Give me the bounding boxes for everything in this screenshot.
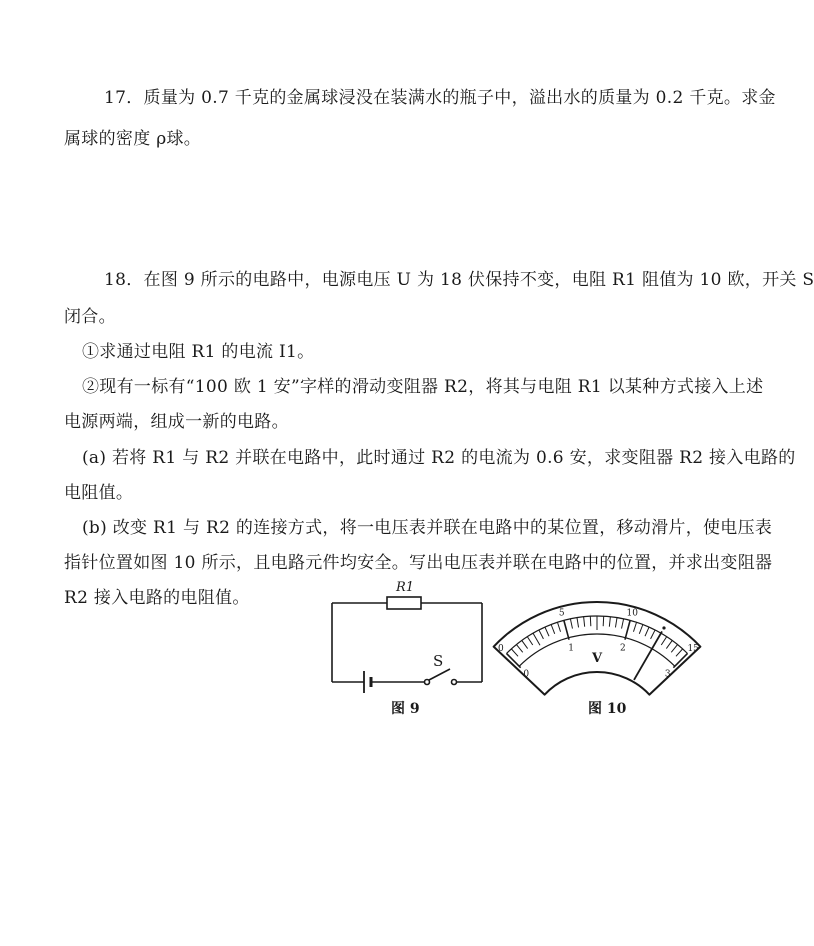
upper-scale-label: 15: [687, 643, 699, 654]
switch-blade: [429, 669, 450, 680]
switch-s-label: S: [433, 652, 444, 670]
dial-tick: [615, 618, 617, 628]
figure-10-caption: 图 10: [588, 701, 627, 717]
figure-10-voltmeter-dial: [497, 594, 699, 694]
dial-tick: [527, 637, 532, 645]
dial-tick: [533, 633, 540, 645]
dial-tick: [590, 616, 591, 626]
dial-tick: [671, 645, 677, 653]
dial-tick: [633, 622, 636, 632]
dial-tick: [609, 617, 610, 627]
lower-scale-label: 1: [568, 643, 574, 654]
q18-line-7: 电阻值。: [64, 483, 134, 503]
q18-line-2: 闭合。: [64, 307, 116, 327]
lower-scale-label: 3: [664, 669, 671, 680]
dial-tick: [603, 616, 604, 626]
dial-tick: [516, 645, 522, 653]
dial-tick: [639, 625, 643, 634]
dial-tick: [557, 622, 560, 632]
needle-tip: [662, 626, 665, 629]
upper-scale-label: 10: [626, 608, 638, 619]
resistor-r1-symbol: [387, 597, 421, 609]
dial-tick: [625, 620, 630, 639]
unit-label-v: V: [591, 651, 603, 666]
switch-contact: [452, 680, 457, 685]
q18-line-6: (a) 若将 R1 与 R2 并联在电路中，此时通过 R2 的电流为 0.6 安，求变阻器 R2 接入电路的: [82, 448, 796, 468]
lower-scale-label: 2: [620, 643, 626, 654]
upper-scale-label: 5: [558, 608, 565, 619]
resistor-r1-label: R1: [396, 580, 415, 595]
q18-line-5: 电源两端，组成一新的电路。: [64, 412, 289, 432]
q18-line-8: (b) 改变 R1 与 R2 的连接方式，将一电压表并联在电路中的某位置，移动滑片，使电压表: [82, 518, 773, 538]
upper-scale-label: 0: [497, 643, 504, 654]
dial-tick: [522, 640, 528, 648]
dial-tick: [551, 625, 555, 634]
dial-tick: [661, 637, 666, 645]
figure-9-caption: 图 9: [391, 701, 420, 717]
dial-tick: [666, 640, 672, 648]
switch-pivot: [425, 680, 430, 685]
q18-line-10: R2 接入电路的电阻值。: [64, 588, 250, 608]
q18-line-3: ①求通过电阻 R1 的电流 I1。: [82, 342, 315, 362]
q18-line-4: ②现有一标有“100 欧 1 安”字样的滑动变阻器 R2，将其与电阻 R1 以某种方式接入上述: [82, 377, 764, 397]
dial-tick: [564, 620, 569, 639]
dial-tick: [651, 630, 656, 639]
dial-tick: [622, 619, 624, 629]
q18-line-9: 指针位置如图 10 所示，且电路元件均安全。写出电压表并联在电路中的位置，并求出变阻器: [64, 553, 773, 573]
dial-tick: [511, 649, 518, 656]
dial-tick: [539, 630, 544, 639]
figure-9-circuit-diagram: [320, 578, 495, 693]
dial-needle: [634, 631, 662, 679]
dial-tick: [645, 627, 649, 636]
q18-line-1: 18．在图 9 所示的电路中，电源电压 U 为 18 伏保持不变，电阻 R1 阻值为 10 欧，开关 S: [104, 270, 814, 290]
dial-tick: [577, 618, 579, 628]
q17-line-2: 属球的密度 ρ球。: [64, 129, 202, 149]
dial-tick: [584, 617, 585, 627]
lower-scale-label: 0: [523, 669, 530, 680]
q17-line-1: 17．质量为 0.7 千克的金属球浸没在装满水的瓶子中，溢出水的质量为 0.2 千克。求金: [104, 88, 776, 108]
dial-tick: [545, 627, 549, 636]
dial-tick: [676, 649, 683, 656]
dial-tick: [570, 619, 572, 629]
